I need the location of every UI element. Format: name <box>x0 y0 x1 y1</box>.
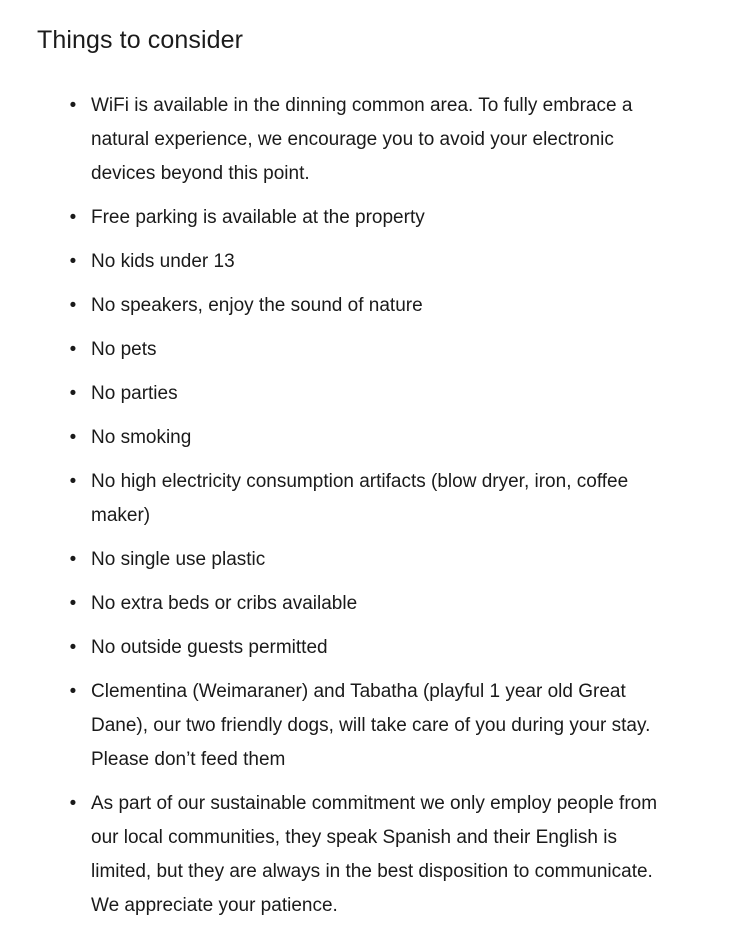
list-item-text: Clementina (Weimaraner) and Tabatha (playful 1 year old Great Dane), our two friendly dogs, will take care of you during your stay. Please don’t feed them <box>91 681 651 770</box>
bullet-icon: • <box>69 549 77 570</box>
list-item <box>37 245 677 279</box>
bullet-icon: • <box>69 593 77 614</box>
list-item <box>37 333 677 367</box>
bullet-icon: • <box>69 471 77 492</box>
list-item <box>37 631 677 665</box>
list-item-text: No smoking <box>91 427 192 448</box>
list-item-text: No pets <box>91 339 157 360</box>
list-item-text: As part of our sustainable commitment we only employ people from our local communities, they speak Spanish and their English is limited, but they are always in the best disposition to communicate. We appreciate your patience. <box>91 793 658 916</box>
bullet-icon: • <box>69 637 77 658</box>
bullet-icon: • <box>69 95 77 116</box>
list-item <box>37 675 677 777</box>
list-item <box>37 201 677 235</box>
list-item <box>37 787 677 923</box>
bullet-icon: • <box>69 427 77 448</box>
list-item-text: WiFi is available in the dinning common area. To fully embrace a natural experience, we encourage you to avoid your electronic devices beyond this point. <box>91 95 633 184</box>
list-item <box>37 289 677 323</box>
list-item <box>37 465 677 533</box>
list-item-text: No outside guests permitted <box>91 637 328 658</box>
list-item-text: No extra beds or cribs available <box>91 593 358 614</box>
list-item-text: No single use plastic <box>91 549 266 570</box>
bullet-icon: • <box>69 383 77 404</box>
bullet-icon: • <box>69 295 77 316</box>
list-item <box>37 587 677 621</box>
bullet-icon: • <box>69 207 77 228</box>
list-item <box>37 89 677 191</box>
list-item <box>37 421 677 455</box>
list-item <box>37 377 677 411</box>
bullet-icon: • <box>69 681 77 702</box>
list-item-text: No parties <box>91 383 178 404</box>
list-item-text: No speakers, enjoy the sound of nature <box>91 295 423 316</box>
list-item-text: No high electricity consumption artifacts (blow dryer, iron, coffee maker) <box>91 471 629 526</box>
list-item-text: Free parking is available at the property <box>91 207 425 228</box>
bullet-icon: • <box>69 793 77 814</box>
rules-list <box>37 89 677 923</box>
section-title: Things to consider <box>37 26 244 54</box>
list-item-text: No kids under 13 <box>91 251 235 272</box>
list-item <box>37 543 677 577</box>
bullet-icon: • <box>69 339 77 360</box>
bullet-icon: • <box>69 251 77 272</box>
